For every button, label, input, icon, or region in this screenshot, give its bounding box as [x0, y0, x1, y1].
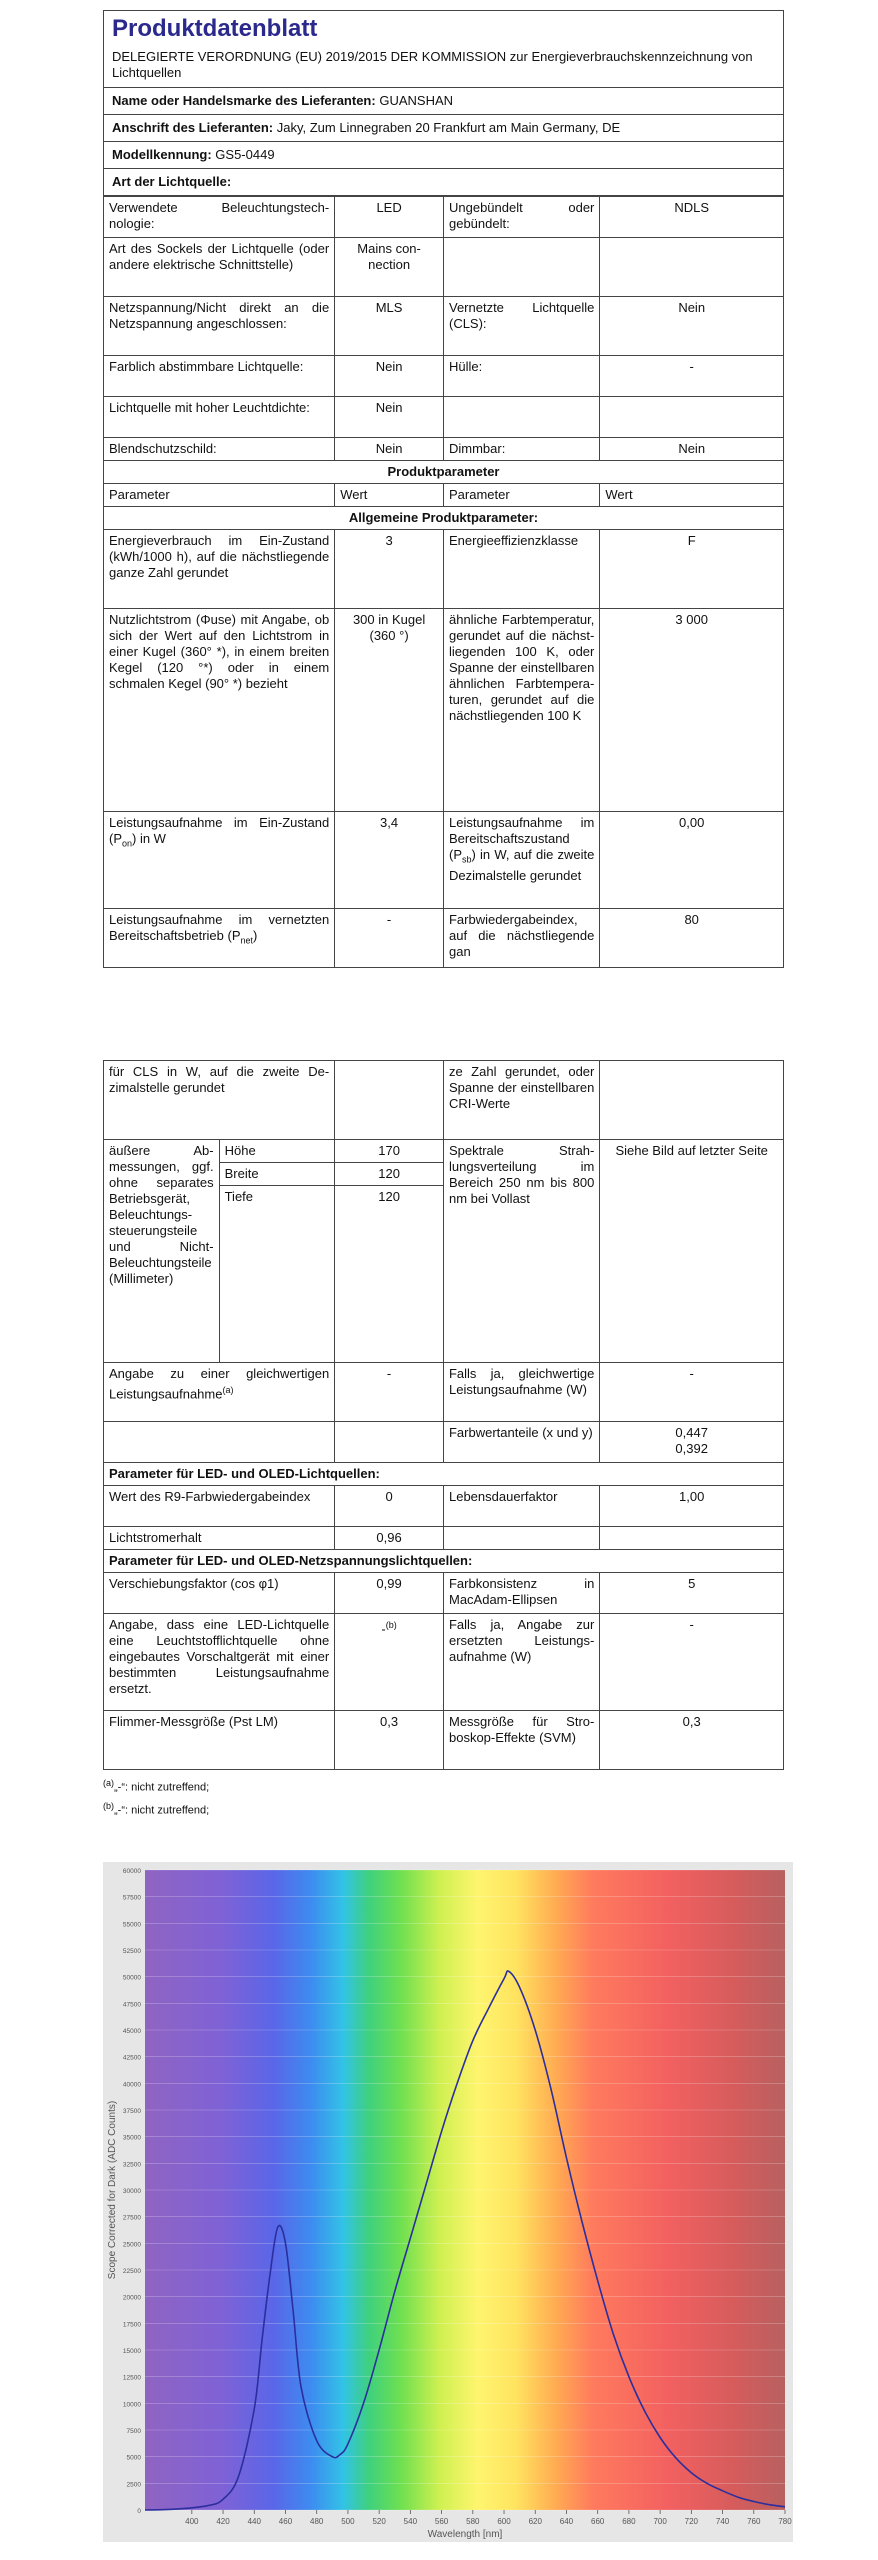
- y-tick-label: 17500: [122, 2321, 141, 2329]
- x-tick-label: 420: [216, 2517, 230, 2526]
- footnote-a: $^{(a)}$„-“: nicht zutreffend;: [103, 1778, 210, 1794]
- x-tick-label: 460: [278, 2517, 293, 2526]
- x-tick-label: 680: [622, 2517, 636, 2526]
- y-tick-label: 35000: [122, 2134, 141, 2142]
- footnote-b: $^{(b)}$„-“: nicht zutreffend;: [103, 1800, 210, 1817]
- model-row: Modellkennung: GS5-0449: [104, 142, 784, 169]
- footnotes: [103, 1774, 784, 1819]
- y-tick-label: 37500: [122, 2108, 141, 2115]
- param-row: Flimmer-Messgröße (Pst LM) 0,3 Messgröße für Stroboskop-Effekte (SVM) 0,3: [104, 1711, 784, 1770]
- param-row: Angabe, dass eine LED-Lichtquelle eine Leuchtstofflichtquelle ohne eingebautes Vorschaltgerät mit einer bestimmten Leistungsaufnahme ersetzt. -$^{(b)}$ Falls ja, Angabe zur ersetzten Leistungsaufnahme (W) -: [104, 1614, 784, 1711]
- x-tick-label: 740: [715, 2517, 730, 2526]
- param-row: Leistungsaufnahme im Ein-Zustand $(P_{on})$ in W 3,4 Leistungsaufnahme im Bereitschaftszustand $(P_{sb})$ in W, auf die zweite Dezimalstelle gerundet 0,00: [104, 812, 784, 909]
- param-row: Verschiebungsfaktor (cos φ1) 0,99 Farbkonsistenz in MacAdam-Ellipsen 5: [104, 1573, 784, 1614]
- y-tick-label: 55000: [122, 1921, 141, 1929]
- column-header-row: Parameter Wert Parameter Wert: [104, 484, 784, 507]
- type-row: Lichtquelle mit hoher Leuchtdichte: Nein: [104, 397, 784, 438]
- x-tick-label: 780: [778, 2517, 792, 2526]
- y-tick-label: 47500: [122, 2001, 141, 2009]
- type-row: Art des Sockels der Lichtquelle (oder andere elektrische Schnittstelle) Mains connection: [104, 238, 784, 297]
- y-tick-label: 40000: [122, 2081, 141, 2089]
- x-tick-label: 500: [341, 2517, 355, 2526]
- address-row: Anschrift des Lieferanten: Jaky, Zum Linnegraben 20 Frankfurt am Main Germany, DE: [104, 115, 784, 142]
- param-row: Nutzlichtstrom (Φuse) mit Angabe, ob sich der Wert auf den Lichtstrom in einer Kugel (360° *), in einem breiten Kegel (120 °*) oder in einem schmalen Kegel (90° *) bezieht 300 in Kugel (360 °) ähnliche Farbtemperatur, gerundet auf die nächstliegenden 100 K, oder Spanne der einstellbaren ähnlichen Farbtemperaturen, gerundet auf die nächstliegenden 100 K 3 000: [104, 609, 784, 812]
- product-params-title: Produktparameter: [104, 461, 784, 484]
- type-section-title: Art der Lichtquelle:: [104, 169, 784, 196]
- supplier-table: [103, 87, 784, 196]
- param-row: Energieverbrauch im Ein-Zustand (kWh/1000 h), auf die nächstliegende ganze Zahl gerundet 3 Energieeffizienzklasse F: [104, 530, 784, 609]
- led-params-title: Parameter für LED- und OLED-Lichtquellen:: [104, 1463, 784, 1486]
- y-tick-label: 15000: [122, 2348, 141, 2355]
- y-tick-label: 60000: [122, 1868, 141, 1875]
- spectrum-chart-svg: [103, 1862, 793, 2542]
- chromaticity-row: Farbwertanteile (x und y) 0,447 0,392: [104, 1422, 784, 1463]
- param-row: Lichtstromerhalt 0,96: [104, 1527, 784, 1550]
- dimensions-label: äußere Abmessungen, ggf. ohne separates Betriebsgerät, Beleuchtungssteuerungsteile und Nicht-Beleuchtungsteile (Millimeter): [104, 1140, 220, 1363]
- page-title: Produktdatenblatt: [112, 15, 318, 42]
- type-row: Farblich abstimmbare Lichtquelle: Nein Hülle: -: [104, 356, 784, 397]
- y-tick-label: 27500: [122, 2214, 141, 2222]
- param-row: Leistungsaufnahme im vernetzten Bereitschaftsbetrieb $(P_{net})$ - Farbwiedergabeindex, auf die nächstliegende gan 80: [104, 909, 784, 968]
- x-tick-label: 600: [497, 2517, 511, 2526]
- spectrum-chart: [103, 1862, 793, 2542]
- y-tick-label: 45000: [122, 2028, 141, 2035]
- x-tick-label: 620: [528, 2517, 542, 2526]
- x-tick-label: 540: [403, 2517, 418, 2526]
- param-row: Angabe zu einer gleichwertigen Leistungsaufnahme$^{(a)}$ - Falls ja, gleichwertige Leistungsaufnahme (W) -: [104, 1363, 784, 1422]
- x-tick-label: 480: [310, 2517, 324, 2526]
- y-tick-label: 7500: [126, 2428, 141, 2435]
- y-tick-label: 32500: [122, 2161, 141, 2169]
- supplier-value: GUANSHAN: [379, 93, 454, 108]
- datasheet-page-1: [103, 10, 784, 968]
- x-tick-label: 520: [372, 2517, 386, 2526]
- y-tick-label: 50000: [122, 1974, 141, 1982]
- model-value: GS5-0449: [215, 147, 275, 162]
- address-value: Jaky, Zum Linnegraben 20 Frankfurt am Main Germany, DE: [276, 120, 621, 135]
- y-tick-label: 2500: [126, 2481, 141, 2489]
- title-block: [103, 10, 784, 87]
- y-tick-label: 20000: [122, 2294, 141, 2302]
- param-row: für CLS in W, auf die zweite Dezimalstelle gerundet ze Zahl gerundet, oder Spanne der einstellbaren CRI-Werte: [104, 1061, 784, 1140]
- x-tick-label: 440: [247, 2517, 261, 2526]
- x-axis-label: Wavelength [nm]: [427, 2529, 503, 2540]
- y-tick-label: 0: [137, 2508, 141, 2515]
- type-row: Verwendete Beleuchtungstechnologie: LED Ungebündelt oder gebündelt: NDLS: [104, 197, 784, 238]
- general-params-title: Allgemeine Produktparameter:: [104, 507, 784, 530]
- mains-params-title: Parameter für LED- und OLED-Netzspannungslichtquellen:: [104, 1550, 784, 1573]
- x-tick-label: 760: [747, 2517, 761, 2526]
- params-continued-table: für CLS in W, auf die zweite Dezimalstelle gerundet ze Zahl gerundet, oder Spanne der einstellbaren CRI-Werte äußere Abmessungen, ggf. ohne separates Betriebsgerät, Beleuchtungssteuerungsteile und Nicht-Beleuchtungsteile (Millimeter) Höhe 170 Spektrale Strahlungsverteilung im Bereich 250 nm bis 800 nm bei Vollast Siehe Bild auf letzter Seite Breite 120 Tiefe 120 Angabe zu einer gleichwertigen Leistungsaufnahme$^{(a)}$ - Falls ja, gleichwertige Leistungsaufnahme (W) - Farbwertanteile (x und y) 0,447 0,392 Parameter für LED- und OLED-Lichtquellen: Wert des R9-Farbwiedergabeindex 0 Lebensdauerfaktor 1,00 Lichtstromerhalt 0,96 Parameter für LED- und OLED-Netzspannungslichtquellen: Verschiebungsfaktor (cos φ1) 0,99 Farbkonsistenz in MacAdam-Ellipsen 5 Angabe, dass eine LED-Lichtquelle eine Leuchtstofflichtquelle ohne eingebautes Vorschaltgerät mit einer bestimmten Leistungsaufnahme ersetzt. -$^{(b)}$ Falls ja, Angabe zur ersetzten Leistungsaufnahme (W) - Flimmer-Messgröße (Pst LM) 0,3 Messgröße für Stroboskop-Effekte (SVM) 0,3: [103, 1060, 784, 1770]
- param-row: Wert des R9-Farbwiedergabeindex 0 Lebensdauerfaktor 1,00: [104, 1486, 784, 1527]
- x-tick-label: 700: [653, 2517, 667, 2526]
- y-axis-label: Scope Corrected for Dark (ADC Counts): [107, 2100, 118, 2280]
- y-tick-label: 57500: [122, 1894, 141, 1902]
- x-tick-label: 640: [559, 2517, 574, 2526]
- regulation-subtitle: DELEGIERTE VERORDNUNG (EU) 2019/2015 DER KOMMISSION zur Energieverbrauchskennzeichnung von Lichtquellen: [112, 49, 753, 80]
- dimensions-row: äußere Abmessungen, ggf. ohne separates Betriebsgerät, Beleuchtungssteuerungsteile und Nicht-Beleuchtungsteile (Millimeter) Höhe 170 Spektrale Strahlungsverteilung im Bereich 250 nm bis 800 nm bei Vollast Siehe Bild auf letzter Seite: [104, 1140, 784, 1163]
- x-tick-label: 720: [684, 2517, 699, 2526]
- x-tick-label: 400: [185, 2517, 199, 2526]
- y-tick-label: 12500: [122, 2374, 141, 2382]
- type-table: [103, 196, 784, 968]
- y-tick-label: 5000: [126, 2454, 141, 2462]
- y-tick-label: 52500: [122, 1948, 141, 1955]
- supplier-row: Name oder Handelsmarke des Lieferanten: GUANSHAN: [104, 88, 784, 115]
- x-tick-label: 560: [434, 2517, 449, 2526]
- datasheet-page-2: [103, 1060, 784, 1819]
- x-tick-label: 660: [591, 2517, 605, 2526]
- type-row: Netzspannung/Nicht direkt an die Netzspannung angeschlossen: MLS Vernetzte Lichtquelle (CLS): Nein: [104, 297, 784, 356]
- y-tick-label: 42500: [122, 2054, 141, 2062]
- y-tick-label: 25000: [122, 2241, 141, 2249]
- y-tick-label: 10000: [122, 2401, 141, 2409]
- type-row: Blendschutzschild: Nein Dimmbar: Nein: [104, 438, 784, 461]
- y-tick-label: 30000: [122, 2188, 141, 2195]
- y-tick-label: 22500: [122, 2268, 141, 2275]
- x-tick-label: 580: [466, 2517, 480, 2526]
